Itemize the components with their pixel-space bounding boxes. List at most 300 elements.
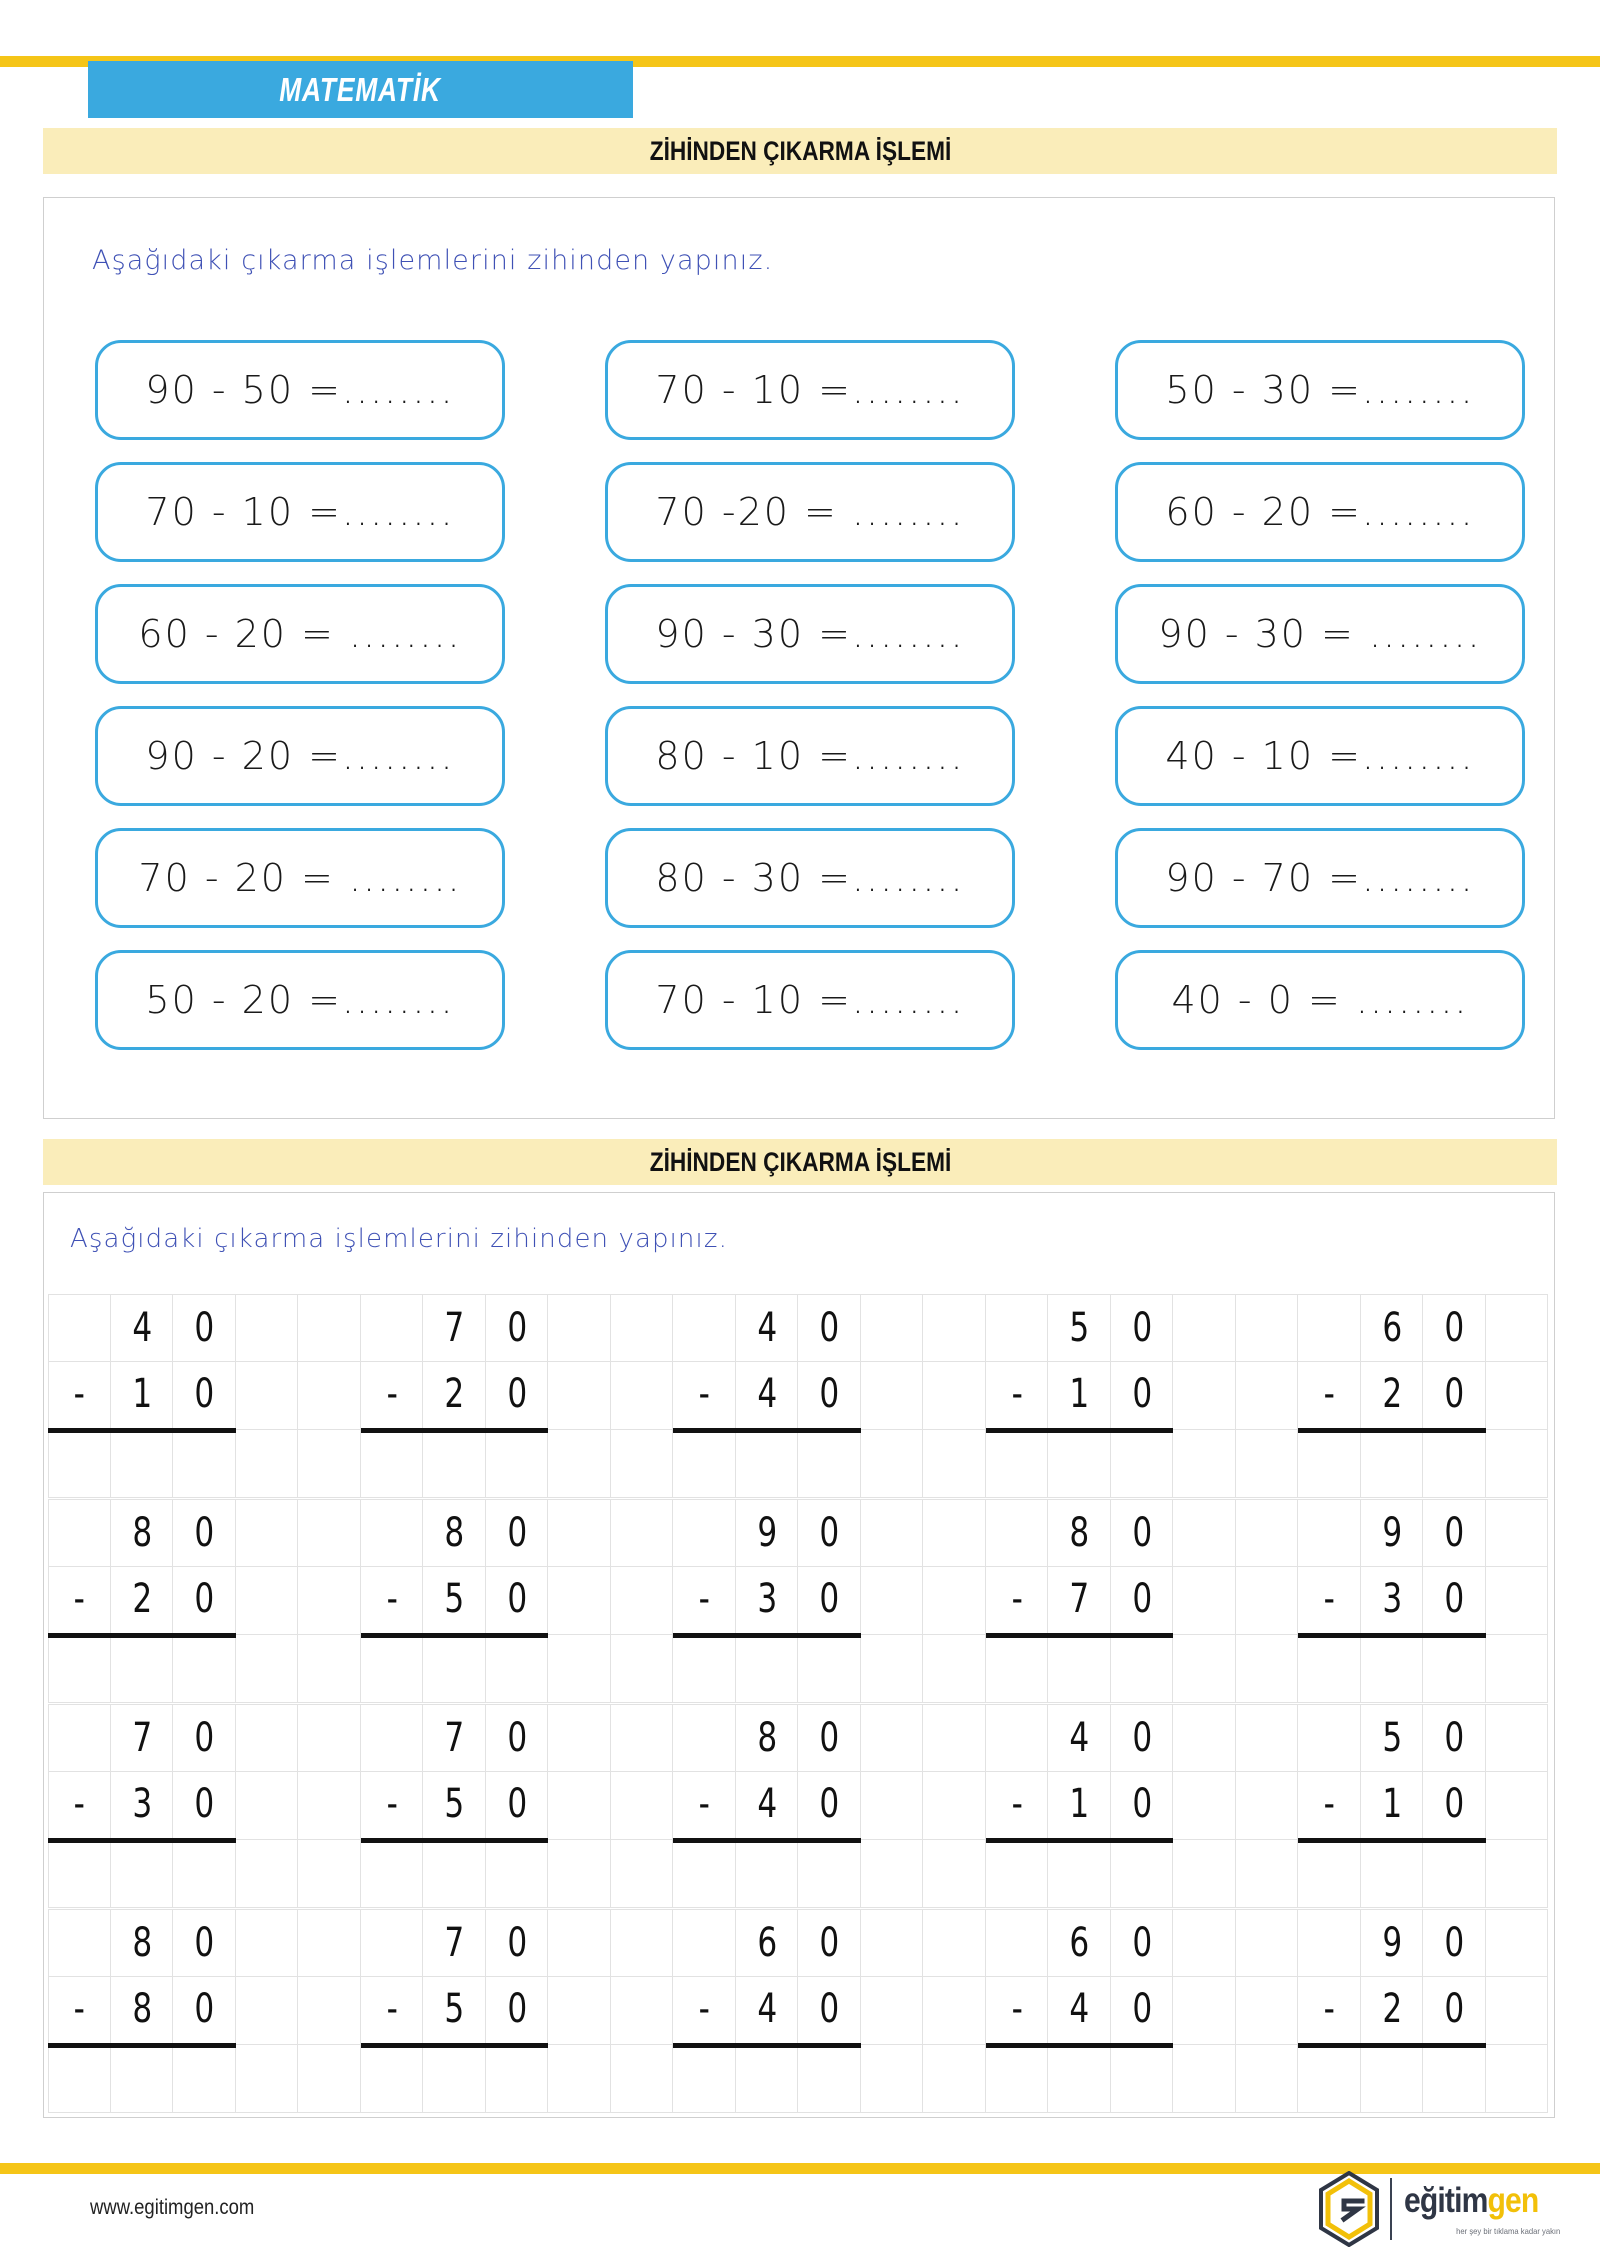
minus-sign: - bbox=[1011, 1576, 1023, 1622]
subtrahend-tens-digit: 4 bbox=[756, 1371, 777, 1417]
section1-title-band bbox=[43, 128, 1557, 174]
minuend-tens-digit: 9 bbox=[756, 1510, 777, 1556]
subtrahend-tens-digit: 7 bbox=[1069, 1576, 1090, 1622]
grid-cell[interactable] bbox=[1173, 2045, 1236, 2113]
problem-box[interactable] bbox=[95, 950, 505, 1050]
problem-expression: 70 - 20 = ........ bbox=[138, 856, 462, 900]
grid-cell[interactable] bbox=[1173, 1704, 1236, 1772]
minus-sign: - bbox=[1011, 1371, 1023, 1417]
logo-divider bbox=[1390, 2178, 1392, 2240]
grid-cell[interactable] bbox=[1236, 1430, 1299, 1498]
subtraction-rule-line bbox=[673, 1838, 861, 1843]
grid-cell[interactable] bbox=[548, 1635, 611, 1703]
logo-tagline: her şey bir tıklama kadar yakın bbox=[1456, 2225, 1561, 2236]
grid-cell[interactable] bbox=[611, 1430, 674, 1498]
minuend-ones-digit: 0 bbox=[506, 1305, 527, 1351]
subtrahend-tens-digit: 1 bbox=[131, 1371, 152, 1417]
minuend-tens-digit: 6 bbox=[756, 1920, 777, 1966]
problem-box[interactable] bbox=[605, 584, 1015, 684]
subtrahend-ones-digit: 0 bbox=[194, 1986, 215, 2032]
minuend-ones-digit: 0 bbox=[506, 1715, 527, 1761]
grid-cell[interactable] bbox=[1236, 1362, 1299, 1430]
subtrahend-ones-digit: 0 bbox=[1444, 1986, 1465, 2032]
minus-sign: - bbox=[1323, 1781, 1335, 1827]
grid-cell[interactable] bbox=[611, 1977, 674, 2045]
vertical-subtraction-problem bbox=[1298, 1909, 1486, 2113]
minuend-tens-digit: 7 bbox=[444, 1305, 465, 1351]
vertical-subtraction-problem bbox=[361, 1499, 549, 1703]
grid-cell[interactable] bbox=[298, 1499, 361, 1567]
minus-sign: - bbox=[386, 1371, 398, 1417]
vertical-subtraction-problem bbox=[361, 1704, 549, 1908]
grid-cell[interactable] bbox=[1486, 1499, 1549, 1567]
grid-cell[interactable] bbox=[1236, 1772, 1299, 1840]
minuend-tens-digit: 7 bbox=[444, 1715, 465, 1761]
minus-sign: - bbox=[73, 1576, 85, 1622]
minuend-tens-digit: 5 bbox=[1069, 1305, 1090, 1351]
subtrahend-ones-digit: 0 bbox=[1444, 1781, 1465, 1827]
subtrahend-tens-digit: 5 bbox=[444, 1986, 465, 2032]
subtraction-rule-line bbox=[1298, 1633, 1486, 1638]
grid-cell[interactable] bbox=[236, 1294, 299, 1362]
grid-cell[interactable] bbox=[236, 1430, 299, 1498]
minus-sign: - bbox=[698, 1986, 710, 2032]
grid-cell[interactable] bbox=[548, 1840, 611, 1908]
subtrahend-tens-digit: 2 bbox=[131, 1576, 152, 1622]
problem-box[interactable] bbox=[605, 340, 1015, 440]
minus-sign: - bbox=[1011, 1781, 1023, 1827]
grid-cell[interactable] bbox=[861, 2045, 924, 2113]
minuend-ones-digit: 0 bbox=[194, 1715, 215, 1761]
grid-cell[interactable] bbox=[861, 1499, 924, 1567]
minuend-tens-digit: 8 bbox=[1069, 1510, 1090, 1556]
subtrahend-ones-digit: 0 bbox=[194, 1781, 215, 1827]
grid-cell[interactable] bbox=[1486, 1635, 1549, 1703]
minus-sign: - bbox=[1011, 1986, 1023, 2032]
subtrahend-tens-digit: 5 bbox=[444, 1576, 465, 1622]
minus-sign: - bbox=[386, 1781, 398, 1827]
grid-cell[interactable] bbox=[298, 1294, 361, 1362]
grid-cell[interactable] bbox=[1173, 1567, 1236, 1635]
grid-cell[interactable] bbox=[1486, 2045, 1549, 2113]
grid-cell[interactable] bbox=[548, 1499, 611, 1567]
egitimgen-logo[interactable] bbox=[1318, 2168, 1561, 2250]
subtraction-rule-line bbox=[48, 2043, 236, 2048]
grid-cell[interactable] bbox=[1486, 1704, 1549, 1772]
problem-box[interactable] bbox=[1115, 340, 1525, 440]
subtrahend-tens-digit: 2 bbox=[1381, 1986, 1402, 2032]
grid-cell[interactable] bbox=[236, 1840, 299, 1908]
vertical-subtraction-problem bbox=[986, 1499, 1174, 1703]
subtraction-rule-line bbox=[673, 1633, 861, 1638]
grid-cell[interactable] bbox=[1486, 1909, 1549, 1977]
grid-cell[interactable] bbox=[923, 1635, 986, 1703]
grid-cell[interactable] bbox=[1173, 1840, 1236, 1908]
subtraction-rule-line bbox=[986, 1633, 1174, 1638]
vertical-subtraction-problem bbox=[673, 1704, 861, 1908]
problem-expression: 90 - 30 = ........ bbox=[1158, 612, 1482, 656]
vertical-subtraction-problem bbox=[986, 1909, 1174, 2113]
minuend-ones-digit: 0 bbox=[194, 1305, 215, 1351]
logo-wordmark bbox=[1404, 2180, 1539, 2220]
grid-cell[interactable] bbox=[1486, 1567, 1549, 1635]
grid-cell[interactable] bbox=[548, 1567, 611, 1635]
section2-title-band bbox=[43, 1139, 1557, 1185]
vertical-subtraction-problem bbox=[673, 1294, 861, 1498]
minuend-tens-digit: 4 bbox=[131, 1305, 152, 1351]
subtrahend-tens-digit: 4 bbox=[756, 1781, 777, 1827]
vertical-subtraction-problem bbox=[48, 1499, 236, 1703]
logo-word-egitim: eğitim bbox=[1404, 2180, 1488, 2220]
grid-cell[interactable] bbox=[236, 1499, 299, 1567]
logo-word-gen: gen bbox=[1487, 2180, 1539, 2220]
minuend-ones-digit: 0 bbox=[1444, 1510, 1465, 1556]
vertical-problem-row bbox=[48, 1294, 1548, 1499]
grid-cell[interactable] bbox=[611, 1362, 674, 1430]
minuend-tens-digit: 7 bbox=[444, 1920, 465, 1966]
grid-cell[interactable] bbox=[861, 1977, 924, 2045]
grid-cell[interactable] bbox=[298, 2045, 361, 2113]
vertical-problem-row bbox=[48, 1909, 1548, 2114]
minus-sign: - bbox=[386, 1576, 398, 1622]
grid-cell[interactable] bbox=[923, 1362, 986, 1430]
subtraction-rule-line bbox=[361, 2043, 549, 2048]
grid-cell[interactable] bbox=[611, 1909, 674, 1977]
problem-expression: 40 - 10 =........ bbox=[1165, 734, 1475, 778]
problem-expression: 80 - 30 =........ bbox=[655, 856, 965, 900]
subtrahend-ones-digit: 0 bbox=[1444, 1576, 1465, 1622]
subtrahend-ones-digit: 0 bbox=[506, 1576, 527, 1622]
minus-sign: - bbox=[73, 1371, 85, 1417]
grid-cell[interactable] bbox=[548, 1294, 611, 1362]
grid-cell[interactable] bbox=[236, 1977, 299, 2045]
minuend-ones-digit: 0 bbox=[506, 1510, 527, 1556]
grid-cell[interactable] bbox=[298, 1840, 361, 1908]
minuend-ones-digit: 0 bbox=[819, 1510, 840, 1556]
grid-cell[interactable] bbox=[1236, 1704, 1299, 1772]
grid-cell[interactable] bbox=[923, 1499, 986, 1567]
grid-cell[interactable] bbox=[1236, 1840, 1299, 1908]
grid-cell[interactable] bbox=[236, 1567, 299, 1635]
subtraction-rule-line bbox=[1298, 1838, 1486, 1843]
grid-cell[interactable] bbox=[298, 1772, 361, 1840]
grid-cell[interactable] bbox=[236, 1704, 299, 1772]
subtrahend-ones-digit: 0 bbox=[1131, 1371, 1152, 1417]
problem-box[interactable] bbox=[1115, 950, 1525, 1050]
problem-box[interactable] bbox=[605, 828, 1015, 928]
vertical-subtraction-problem bbox=[986, 1704, 1174, 1908]
minuend-tens-digit: 8 bbox=[756, 1715, 777, 1761]
subtrahend-tens-digit: 1 bbox=[1069, 1781, 1090, 1827]
grid-cell[interactable] bbox=[1486, 1840, 1549, 1908]
grid-cell[interactable] bbox=[236, 1909, 299, 1977]
grid-cell[interactable] bbox=[861, 1567, 924, 1635]
subtrahend-tens-digit: 1 bbox=[1381, 1781, 1402, 1827]
subject-tab bbox=[88, 61, 633, 118]
vertical-subtraction-problem bbox=[361, 1909, 549, 2113]
grid-cell[interactable] bbox=[611, 1772, 674, 1840]
grid-cell[interactable] bbox=[1236, 2045, 1299, 2113]
problem-box[interactable] bbox=[605, 950, 1015, 1050]
subtrahend-ones-digit: 0 bbox=[819, 1576, 840, 1622]
grid-cell[interactable] bbox=[1486, 1977, 1549, 2045]
minuend-tens-digit: 4 bbox=[1069, 1715, 1090, 1761]
grid-cell[interactable] bbox=[923, 1909, 986, 1977]
subtrahend-tens-digit: 1 bbox=[1069, 1371, 1090, 1417]
grid-cell[interactable] bbox=[1173, 1635, 1236, 1703]
grid-cell[interactable] bbox=[923, 1567, 986, 1635]
grid-cell[interactable] bbox=[1236, 1567, 1299, 1635]
subtrahend-ones-digit: 0 bbox=[1131, 1781, 1152, 1827]
section2-instruction: Aşağıdaki çıkarma işlemlerini zihinden yapınız. bbox=[70, 1224, 728, 1254]
minus-sign: - bbox=[1323, 1576, 1335, 1622]
problem-box[interactable] bbox=[605, 706, 1015, 806]
grid-cell[interactable] bbox=[611, 1635, 674, 1703]
section2-vertical-grid bbox=[48, 1294, 1548, 2114]
grid-cell[interactable] bbox=[861, 1909, 924, 1977]
grid-cell[interactable] bbox=[1173, 1772, 1236, 1840]
grid-cell[interactable] bbox=[1173, 1294, 1236, 1362]
subtraction-rule-line bbox=[48, 1838, 236, 1843]
subtrahend-tens-digit: 4 bbox=[756, 1986, 777, 2032]
subtraction-rule-line bbox=[361, 1633, 549, 1638]
problem-expression: 90 - 50 =........ bbox=[145, 368, 455, 412]
minuend-ones-digit: 0 bbox=[506, 1920, 527, 1966]
minus-sign: - bbox=[73, 1781, 85, 1827]
grid-cell[interactable] bbox=[298, 1567, 361, 1635]
grid-cell[interactable] bbox=[861, 1840, 924, 1908]
grid-cell[interactable] bbox=[1173, 1977, 1236, 2045]
minuend-tens-digit: 8 bbox=[444, 1510, 465, 1556]
subtraction-rule-line bbox=[986, 2043, 1174, 2048]
grid-cell[interactable] bbox=[236, 1635, 299, 1703]
grid-cell[interactable] bbox=[1173, 1499, 1236, 1567]
problem-expression: 50 - 20 =........ bbox=[145, 978, 455, 1022]
grid-cell[interactable] bbox=[298, 1704, 361, 1772]
problem-box[interactable] bbox=[95, 340, 505, 440]
grid-cell[interactable] bbox=[611, 1499, 674, 1567]
grid-cell[interactable] bbox=[923, 1704, 986, 1772]
grid-cell[interactable] bbox=[923, 1294, 986, 1362]
minus-sign: - bbox=[1323, 1371, 1335, 1417]
section2-title: ZİHİNDEN ÇIKARMA İŞLEMİ bbox=[649, 1146, 951, 1177]
problem-expression: 80 - 10 =........ bbox=[655, 734, 965, 778]
subject-tab-label: MATEMATİK bbox=[279, 70, 442, 108]
vertical-subtraction-problem bbox=[48, 1704, 236, 1908]
minuend-ones-digit: 0 bbox=[819, 1715, 840, 1761]
subtraction-rule-line bbox=[48, 1428, 236, 1433]
subtrahend-tens-digit: 5 bbox=[444, 1781, 465, 1827]
grid-cell[interactable] bbox=[1173, 1430, 1236, 1498]
grid-cell[interactable] bbox=[236, 1772, 299, 1840]
page-header bbox=[0, 0, 1600, 140]
vertical-subtraction-problem bbox=[1298, 1294, 1486, 1498]
grid-cell[interactable] bbox=[298, 1635, 361, 1703]
problem-expression: 70 - 10 =........ bbox=[145, 490, 455, 534]
minus-sign: - bbox=[698, 1371, 710, 1417]
minuend-ones-digit: 0 bbox=[1131, 1715, 1152, 1761]
grid-cell[interactable] bbox=[1236, 1977, 1299, 2045]
subtraction-rule-line bbox=[361, 1838, 549, 1843]
grid-cell[interactable] bbox=[861, 1430, 924, 1498]
problem-expression: 90 - 70 =........ bbox=[1165, 856, 1475, 900]
vertical-subtraction-problem bbox=[673, 1909, 861, 2113]
minuend-ones-digit: 0 bbox=[1444, 1715, 1465, 1761]
problem-expression: 60 - 20 =........ bbox=[1165, 490, 1475, 534]
grid-cell[interactable] bbox=[611, 1840, 674, 1908]
subtraction-rule-line bbox=[986, 1838, 1174, 1843]
minuend-ones-digit: 0 bbox=[819, 1305, 840, 1351]
problem-expression: 90 - 30 =........ bbox=[655, 612, 965, 656]
grid-cell[interactable] bbox=[861, 1294, 924, 1362]
grid-cell[interactable] bbox=[298, 1977, 361, 2045]
subtraction-rule-line bbox=[361, 1428, 549, 1433]
problem-box[interactable] bbox=[95, 828, 505, 928]
grid-cell[interactable] bbox=[298, 1362, 361, 1430]
grid-cell[interactable] bbox=[923, 1772, 986, 1840]
vertical-subtraction-problem bbox=[48, 1909, 236, 2113]
subtrahend-ones-digit: 0 bbox=[194, 1371, 215, 1417]
minus-sign: - bbox=[698, 1576, 710, 1622]
vertical-subtraction-problem bbox=[1298, 1704, 1486, 1908]
minuend-tens-digit: 5 bbox=[1381, 1715, 1402, 1761]
minuend-tens-digit: 8 bbox=[131, 1920, 152, 1966]
grid-cell[interactable] bbox=[548, 1909, 611, 1977]
minuend-ones-digit: 0 bbox=[1131, 1920, 1152, 1966]
minuend-ones-digit: 0 bbox=[819, 1920, 840, 1966]
subtrahend-tens-digit: 2 bbox=[444, 1371, 465, 1417]
subtrahend-ones-digit: 0 bbox=[819, 1986, 840, 2032]
grid-cell[interactable] bbox=[611, 2045, 674, 2113]
subtrahend-ones-digit: 0 bbox=[194, 1576, 215, 1622]
grid-cell[interactable] bbox=[1236, 1635, 1299, 1703]
subtrahend-ones-digit: 0 bbox=[506, 1371, 527, 1417]
grid-cell[interactable] bbox=[1173, 1909, 1236, 1977]
problem-box[interactable] bbox=[1115, 584, 1525, 684]
vertical-subtraction-problem bbox=[1298, 1499, 1486, 1703]
minuend-tens-digit: 7 bbox=[131, 1715, 152, 1761]
minus-sign: - bbox=[1323, 1986, 1335, 2032]
footer-website-url[interactable]: www.egitimgen.com bbox=[90, 2196, 255, 2219]
vertical-problem-row bbox=[48, 1704, 1548, 1909]
subtrahend-tens-digit: 2 bbox=[1381, 1371, 1402, 1417]
grid-cell[interactable] bbox=[1173, 1362, 1236, 1430]
subtraction-rule-line bbox=[986, 1428, 1174, 1433]
problem-expression: 70 -20 = ........ bbox=[655, 490, 965, 534]
grid-cell[interactable] bbox=[548, 1362, 611, 1430]
section1-title: ZİHİNDEN ÇIKARMA İŞLEMİ bbox=[649, 135, 951, 166]
grid-cell[interactable] bbox=[298, 1909, 361, 1977]
grid-cell[interactable] bbox=[298, 1430, 361, 1498]
grid-cell[interactable] bbox=[923, 1840, 986, 1908]
grid-cell[interactable] bbox=[548, 1704, 611, 1772]
subtrahend-tens-digit: 3 bbox=[756, 1576, 777, 1622]
vertical-subtraction-problem bbox=[673, 1499, 861, 1703]
problem-box[interactable] bbox=[605, 462, 1015, 562]
minus-sign: - bbox=[698, 1781, 710, 1827]
minuend-tens-digit: 9 bbox=[1381, 1510, 1402, 1556]
grid-cell[interactable] bbox=[923, 1977, 986, 2045]
subtraction-rule-line bbox=[673, 2043, 861, 2048]
vertical-subtraction-problem bbox=[48, 1294, 236, 1498]
minuend-tens-digit: 9 bbox=[1381, 1920, 1402, 1966]
grid-cell[interactable] bbox=[1236, 1294, 1299, 1362]
vertical-problem-row bbox=[48, 1499, 1548, 1704]
subtrahend-ones-digit: 0 bbox=[506, 1781, 527, 1827]
grid-cell[interactable] bbox=[548, 2045, 611, 2113]
minuend-ones-digit: 0 bbox=[1131, 1510, 1152, 1556]
grid-cell[interactable] bbox=[611, 1294, 674, 1362]
grid-cell[interactable] bbox=[1486, 1294, 1549, 1362]
grid-cell[interactable] bbox=[923, 1430, 986, 1498]
grid-cell[interactable] bbox=[611, 1567, 674, 1635]
section1-problem-grid bbox=[95, 340, 1505, 1050]
vertical-subtraction-problem bbox=[361, 1294, 549, 1498]
grid-cell[interactable] bbox=[611, 1704, 674, 1772]
subtrahend-ones-digit: 0 bbox=[1131, 1576, 1152, 1622]
minuend-tens-digit: 6 bbox=[1069, 1920, 1090, 1966]
problem-box[interactable] bbox=[95, 462, 505, 562]
grid-cell[interactable] bbox=[236, 2045, 299, 2113]
vertical-subtraction-problem bbox=[986, 1294, 1174, 1498]
subtraction-rule-line bbox=[1298, 1428, 1486, 1433]
problem-box[interactable] bbox=[1115, 706, 1525, 806]
grid-cell[interactable] bbox=[236, 1362, 299, 1430]
problem-expression: 90 - 20 =........ bbox=[145, 734, 455, 778]
grid-cell[interactable] bbox=[1486, 1772, 1549, 1840]
grid-cell[interactable] bbox=[923, 2045, 986, 2113]
grid-cell[interactable] bbox=[548, 1977, 611, 2045]
subtrahend-tens-digit: 3 bbox=[131, 1781, 152, 1827]
grid-cell[interactable] bbox=[1486, 1430, 1549, 1498]
problem-box[interactable] bbox=[1115, 462, 1525, 562]
grid-cell[interactable] bbox=[548, 1772, 611, 1840]
subtrahend-tens-digit: 4 bbox=[1069, 1986, 1090, 2032]
subtrahend-ones-digit: 0 bbox=[1131, 1986, 1152, 2032]
grid-cell[interactable] bbox=[861, 1362, 924, 1430]
problem-box[interactable] bbox=[95, 706, 505, 806]
minuend-ones-digit: 0 bbox=[194, 1510, 215, 1556]
section1-instruction: Aşağıdaki çıkarma işlemlerini zihinden yapınız. bbox=[92, 245, 774, 276]
minuend-ones-digit: 0 bbox=[1444, 1305, 1465, 1351]
subtrahend-ones-digit: 0 bbox=[819, 1371, 840, 1417]
subtrahend-ones-digit: 0 bbox=[506, 1986, 527, 2032]
grid-cell[interactable] bbox=[861, 1704, 924, 1772]
subtrahend-tens-digit: 8 bbox=[131, 1986, 152, 2032]
problem-expression: 40 - 0 = ........ bbox=[1171, 978, 1469, 1022]
subtraction-rule-line bbox=[1298, 2043, 1486, 2048]
problem-expression: 70 - 10 =........ bbox=[655, 368, 965, 412]
minuend-ones-digit: 0 bbox=[1131, 1305, 1152, 1351]
minuend-tens-digit: 4 bbox=[756, 1305, 777, 1351]
problem-box[interactable] bbox=[1115, 828, 1525, 928]
subtrahend-ones-digit: 0 bbox=[819, 1781, 840, 1827]
grid-cell[interactable] bbox=[1236, 1909, 1299, 1977]
problem-expression: 50 - 30 =........ bbox=[1165, 368, 1475, 412]
problem-expression: 70 - 10 =........ bbox=[655, 978, 965, 1022]
grid-cell[interactable] bbox=[1236, 1499, 1299, 1567]
minus-sign: - bbox=[386, 1986, 398, 2032]
minuend-ones-digit: 0 bbox=[194, 1920, 215, 1966]
grid-cell[interactable] bbox=[861, 1772, 924, 1840]
minuend-tens-digit: 6 bbox=[1381, 1305, 1402, 1351]
problem-box[interactable] bbox=[95, 584, 505, 684]
grid-cell[interactable] bbox=[861, 1635, 924, 1703]
grid-cell[interactable] bbox=[548, 1430, 611, 1498]
logo-text-block bbox=[1404, 2180, 1561, 2236]
grid-cell[interactable] bbox=[1486, 1362, 1549, 1430]
minuend-ones-digit: 0 bbox=[1444, 1920, 1465, 1966]
